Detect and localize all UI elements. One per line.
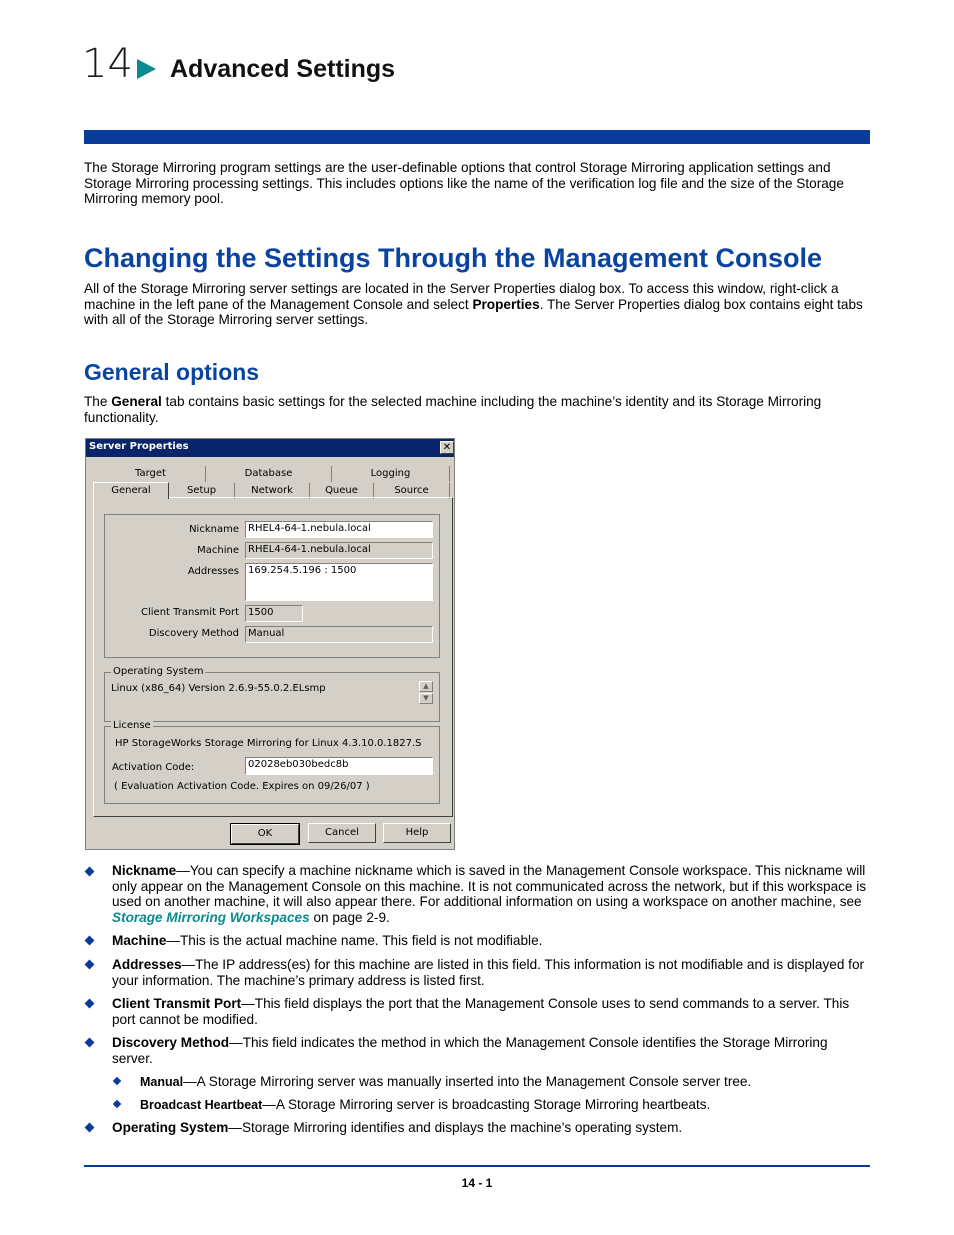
license-group (104, 720, 440, 804)
tab-database[interactable]: Database (206, 466, 332, 482)
tab-queue[interactable]: Queue (310, 483, 374, 499)
operating-system-group (104, 666, 440, 722)
dialog-titlebar (86, 439, 454, 457)
scroll-up-icon[interactable]: ▲ (419, 681, 433, 692)
discovery-method-label: Discovery Method (148, 628, 239, 639)
evaluation-note: ( Evaluation Activation Code. Expires on 09/26/07 ) (114, 781, 370, 792)
bullet-diamond-icon (85, 960, 95, 970)
ok-button[interactable]: OK (231, 824, 299, 844)
list-item: Nickname—You can specify a machine nickname which is saved in the Management Console workspace. This nickname will only appear on the Management Console on this machine. It is not communicated across the network, but if this workspace is used on another machine, it will also appear there. For additional information on using a workspace on another machine, see Storage Mirroring Workspaces on page 2-9. (112, 863, 867, 925)
bullet-diamond-icon (85, 1038, 95, 1048)
machine-field: RHEL4-64-1.nebula.local (245, 542, 433, 559)
cancel-button[interactable]: Cancel (308, 823, 376, 843)
section2-paragraph: The General tab contains basic settings for the selected machine including the machine’s identity and its Storage Mirroring functionality. (84, 394, 822, 425)
chapter-arrow-icon (137, 59, 156, 79)
bullet-diamond-icon (85, 1123, 95, 1133)
list-item: Machine—This is the actual machine name. This field is not modifiable. (112, 933, 543, 948)
identity-group (104, 514, 440, 658)
list-item: Discovery Method—This field indicates the method in which the Management Console identifies the Storage Mirroring server. (112, 1035, 828, 1066)
list-item: Broadcast Heartbeat—A Storage Mirroring server is broadcasting Storage Mirroring heartbeats. (140, 1097, 711, 1112)
properties-term: Properties (472, 296, 540, 312)
page-number: 14 - 1 (461, 1176, 493, 1190)
discovery-method-field: Manual (245, 626, 433, 643)
operating-system-value: Linux (x86_64) Version 2.6.9-55.0.2.ELsmp (111, 683, 326, 694)
bullet-diamond-icon (85, 867, 95, 877)
activation-code-label: Activation Code: (112, 762, 195, 773)
list-item: Manual—A Storage Mirroring server was manually inserted into the Management Console server tree. (140, 1074, 752, 1089)
section-heading-general-options: General options (84, 359, 260, 385)
intro-paragraph: The Storage Mirroring program settings are the user-definable options that control Storage Mirroring application settings and Storage Mirroring processing settings. This includes options like the name of the verification log file and the size of the Storage Mirroring memory pool. (84, 160, 844, 206)
client-transmit-port-field: 1500 (245, 605, 303, 622)
close-icon[interactable]: ✕ (440, 441, 454, 454)
operating-system-group-label: Operating System (113, 666, 204, 677)
chapter-number: 14 (82, 41, 133, 87)
license-group-label: License (113, 720, 151, 731)
bullet-diamond-icon (85, 936, 95, 946)
activation-code-field[interactable]: 02028eb030bedc8b (245, 757, 433, 775)
list-item: Operating System—Storage Mirroring identifies and displays the machine’s operating system. (112, 1120, 683, 1135)
workspaces-link[interactable]: Storage Mirroring Workspaces (112, 909, 310, 925)
general-term: General (111, 394, 162, 409)
addresses-label: Addresses (187, 566, 239, 577)
chapter-title: Advanced Settings (170, 55, 396, 83)
sub-bullet-diamond-icon (113, 1077, 121, 1085)
section-heading-management-console: Changing the Settings Through the Management Console (84, 243, 823, 273)
footer-rule (84, 1165, 870, 1167)
sub-bullet-diamond-icon (113, 1100, 121, 1108)
tab-source[interactable]: Source (374, 483, 450, 499)
bullet-diamond-icon (85, 999, 95, 1009)
help-button[interactable]: Help (383, 823, 451, 843)
addresses-field: 169.254.5.196 : 1500 (245, 563, 433, 601)
dialog-title: Server Properties (89, 441, 189, 452)
tab-target[interactable]: Target (96, 466, 206, 482)
list-item: Client Transmit Port—This field displays the port that the Management Console uses to send commands to a server. This port cannot be modified. (112, 996, 850, 1027)
section1-paragraph: All of the Storage Mirroring server settings are located in the Server Properties dialog box. To access this window, right-click a machine in the left pane of the Management Console and select Properties. The Server Properties dialog box contains eight tabs with all of the Storage Mirroring server settings. (84, 281, 863, 327)
client-transmit-port-label: Client Transmit Port (141, 607, 239, 618)
machine-label: Machine (197, 545, 239, 556)
tab-setup[interactable]: Setup (169, 483, 235, 499)
tab-network[interactable]: Network (235, 483, 310, 499)
chapter-divider-bar (84, 130, 870, 144)
general-tab-panel (93, 497, 453, 817)
list-item: Addresses—The IP address(es) for this machine are listed in this field. This information is not modifiable and is displayed for your information. The machine’s primary address is listed first. (112, 957, 865, 988)
nickname-field[interactable]: RHEL4-64-1.nebula.local (245, 521, 433, 538)
tab-logging[interactable]: Logging (332, 466, 450, 482)
scroll-down-icon[interactable]: ▼ (419, 693, 433, 704)
nickname-label: Nickname (189, 524, 239, 535)
server-properties-dialog (85, 438, 455, 850)
tab-general[interactable]: General (93, 482, 169, 499)
license-product: HP StorageWorks Storage Mirroring for Linux 4.3.10.0.1827.S (115, 738, 422, 749)
